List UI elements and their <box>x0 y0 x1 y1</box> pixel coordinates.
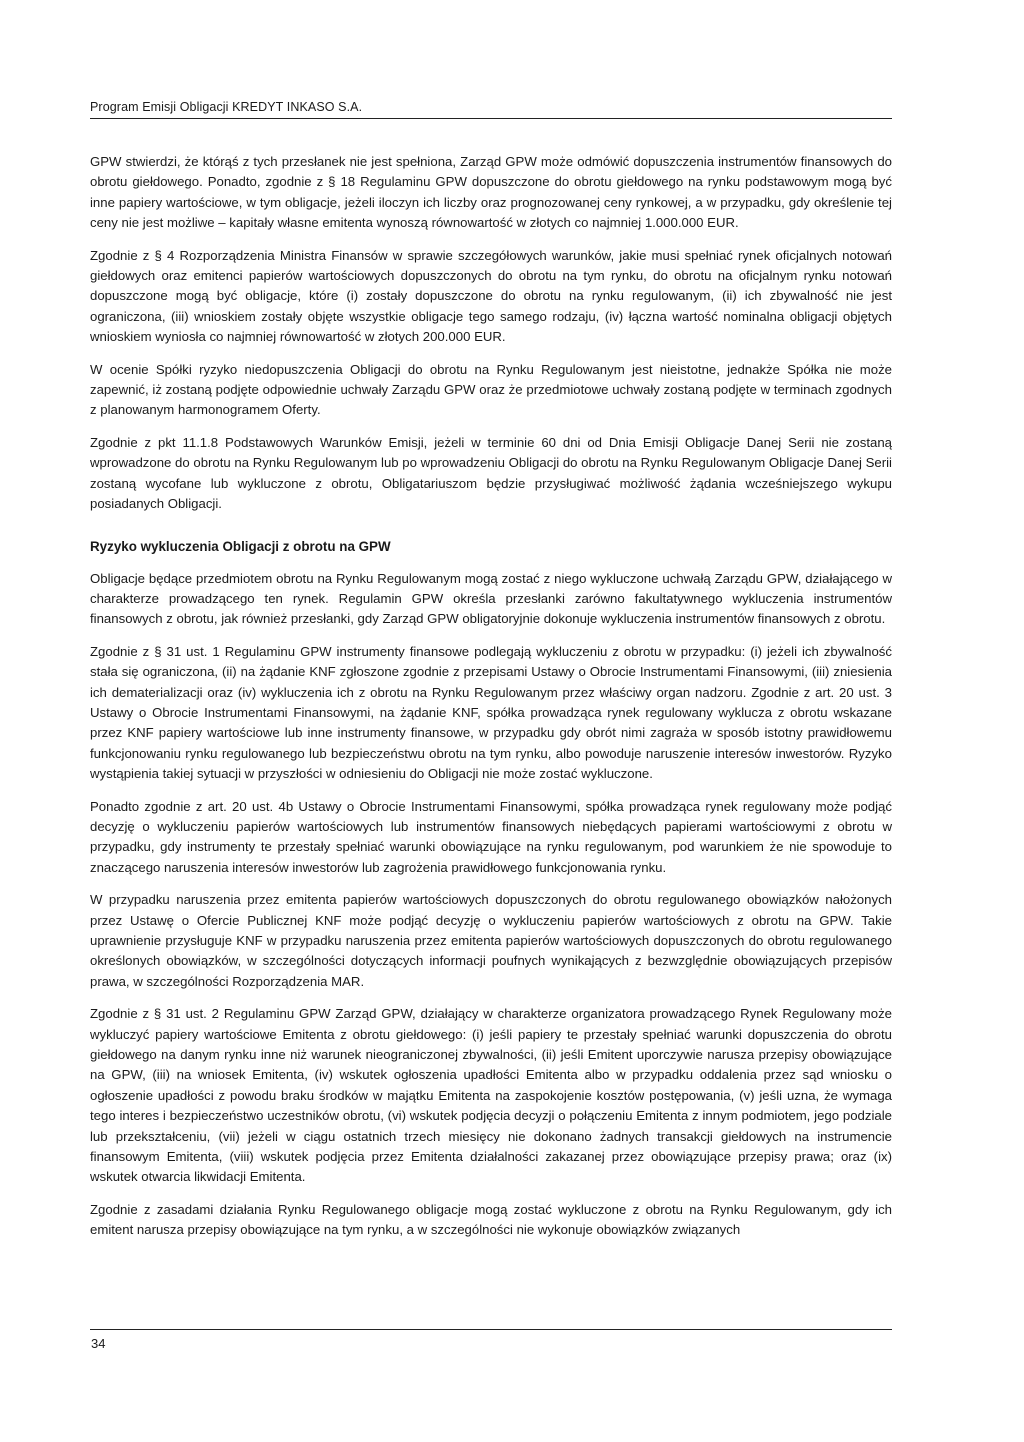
paragraph: Zgodnie z § 31 ust. 2 Regulaminu GPW Zarząd GPW, działający w charakterze organizatora prowadzącego Rynek Regulowany może wykluczyć papiery wartościowe Emitenta z obrotu giełdowego: (i) jeśli papiery te przestały spełniać warunki dopuszczenia do obrotu giełdowego na danym rynku inne niż warunek nieograniczonej zbywalności, (ii) jeśli Emitent uporczywie narusza przepisy obowiązujące na GPW, (iii) na wniosek Emitenta, (iv) wskutek ogłoszenia upadłości Emitenta albo w przypadku oddalenia przez sąd wniosku o ogłoszenie upadłości z powodu braku środków w majątku Emitenta na zaspokojenie kosztów postępowania, (v) jeśli uzna, że wymaga tego interes i bezpieczeństwo uczestników obrotu, (vi) wskutek podjęcia decyzji o połączeniu Emitenta z innym podmiotem, jego podziale lub przekształceniu, (vii) jeżeli w ciągu ostatnich trzech miesięcy nie dokonano żadnych transakcji giełdowych na instrumencie finansowym Emitenta, (viii) wskutek podjęcia przez Emitenta działalności zakazanej przez obowiązujące przepisy prawa; oraz (ix) wskutek otwarcia likwidacji Emitenta. <box>90 1006 892 1185</box>
paragraph: W ocenie Spółki ryzyko niedopuszczenia Obligacji do obrotu na Rynku Regulowanym jest nieistotne, jednakże Spółka nie może zapewnić, iż zostaną podjęte odpowiednie uchwały Zarządu GPW oraz że przedmiotowe uchwały zostaną podjęte w terminach zgodnych z planowanym harmonogramem Oferty. <box>90 361 892 418</box>
page-number: 34 <box>91 1336 106 1351</box>
paragraph: Ponadto zgodnie z art. 20 ust. 4b Ustawy o Obrocie Instrumentami Finansowymi, spółka prowadząca rynek regulowany może podjąć decyzję o wykluczeniu papierów wartościowych lub instrumentów finansowych niebędących papierami wartościowymi z obrotu w przypadku, gdy instrumenty te przestały spełniać warunki obowiązujące na rynku regulowanym, pod warunkiem że nie spowoduje to znaczącego naruszenia interesów inwestorów lub zagrożenia prawidłowego funkcjonowania rynku. <box>90 798 892 875</box>
section-heading: Ryzyko wykluczenia Obligacji z obrotu na GPW <box>90 538 391 554</box>
header-divider <box>90 118 892 119</box>
paragraph: W przypadku naruszenia przez emitenta papierów wartościowych dopuszczonych do obrotu regulowanego obowiązków nałożonych przez Ustawę o Ofercie Publicznej KNF może podjąć decyzję o wykluczeniu papierów wartościowych z obrotu na GPW. Takie uprawnienie przysługuje KNF w przypadku naruszenia przez emitenta papierów wartościowych dopuszczonych do obrotu regulowanego określonych obowiązków, w szczególności dotyczących informacji poufnych wynikających z bezwzględnie obowiązujących przepisów prawa, w szczególności Rozporządzenia MAR. <box>90 892 892 989</box>
paragraph: Zgodnie z § 4 Rozporządzenia Ministra Finansów w sprawie szczegółowych warunków, jakie musi spełniać rynek oficjalnych notowań giełdowych oraz emitenci papierów wartościowych dopuszczonych do obrotu na tym rynku, do obrotu na oficjalnym rynku notowań dopuszczone mogą być obligacje, które (i) zostały dopuszczone do obrotu na rynku regulowanym, (ii) ich zbywalność nie jest ograniczona, (iii) wnioskiem zostały objęte wszystkie obligacje tego samego rodzaju, (iv) łączna wartość nominalna obligacji objętych wnioskiem wyniosła co najmniej równowartość w złotych 200.000 EUR. <box>90 247 892 345</box>
paragraph: GPW stwierdzi, że którąś z tych przesłanek nie jest spełniona, Zarząd GPW może odmówić dopuszczenia instrumentów finansowych do obrotu giełdowego. Ponadto, zgodnie z § 18 Regulaminu GPW dopuszczone do obrotu giełdowego na rynku podstawowym mogą być inne papiery wartościowe, w tym obligacje, jeżeli iloczyn ich liczby oraz prognozowanej ceny rynkowej, a w przypadku, gdy określenie tej ceny nie jest możliwe – kapitały własne emitenta wynoszą równowartość w złotych co najmniej 1.000.000 EUR. <box>90 154 892 231</box>
paragraph: Obligacje będące przedmiotem obrotu na Rynku Regulowanym mogą zostać z niego wykluczone uchwałą Zarządu GPW, działającego w charakterze prowadzącego ten rynek. Regulamin GPW określa przesłanki zarówno fakultatywnego wykluczenia instrumentów finansowych z obrotu, jak również przesłanki, gdy Zarząd GPW obligatoryjnie dokonuje wykluczenia instrumentów finansowych z obrotu. <box>90 570 892 627</box>
footer-divider <box>90 1329 892 1330</box>
paragraph: Zgodnie z § 31 ust. 1 Regulaminu GPW instrumenty finansowe podlegają wykluczeniu z obrotu w przypadku: (i) jeżeli ich zbywalność stała się ograniczona, (ii) na żądanie KNF zgłoszone zgodnie z przepisami Ustawy o Obrocie Instrumentami Finansowymi, (iii) zniesienia ich dematerializacji oraz (iv) wykluczenia ich z obrotu na Rynku Regulowanym przez właściwy organ nadzoru. Zgodnie z art. 20 ust. 3 Ustawy o Obrocie Instrumentami Finansowymi, na żądanie KNF, spółka prowadząca rynek regulowany wyklucza z obrotu wskazane przez KNF papiery wartościowe lub inne instrumenty finansowe, w przypadku gdy obrót nimi zagraża w sposób istotny prawidłowemu funkcjonowaniu rynku regulowanego lub bezpieczeństwu obrotu na tym rynku, albo powoduje naruszenie interesów inwestorów. Ryzyko wystąpienia takiej sytuacji w przyszłości w odniesieniu do Obligacji nie może zostać wykluczone. <box>90 643 892 782</box>
page-header-title: Program Emisji Obligacji KREDYT INKASO S.A. <box>90 100 363 114</box>
paragraph: Zgodnie z pkt 11.1.8 Podstawowych Warunków Emisji, jeżeli w terminie 60 dni od Dnia Emisji Obligacje Danej Serii nie zostaną wprowadzone do obrotu na Rynku Regulowanym lub po wprowadzeniu Obligacji do obrotu na Rynku Regulowanym Obligacje Danej Serii zostaną wycofane lub wykluczone z obrotu, Obligatariuszom będzie przysługiwać możliwość żądania wcześniejszego wykupu posiadanych Obligacji. <box>90 434 892 512</box>
paragraph: Zgodnie z zasadami działania Rynku Regulowanego obligacje mogą zostać wykluczone z obrotu na Rynku Regulowanym, gdy ich emitent narusza przepisy obowiązujące na tym rynku, a w szczególności nie wykonuje obowiązków związanych <box>90 1201 892 1238</box>
document-body <box>90 152 892 1253</box>
